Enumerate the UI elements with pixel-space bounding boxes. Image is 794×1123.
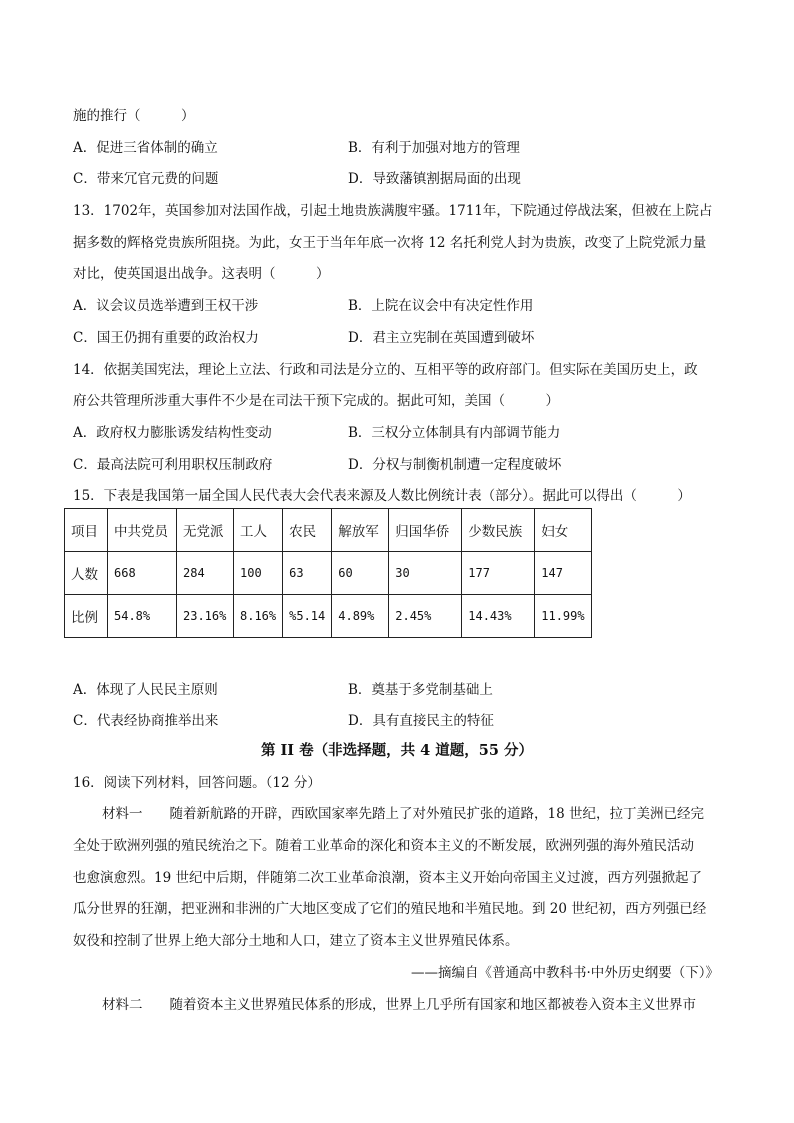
delegates-table: [64, 508, 592, 638]
q13-option-d: D．君主立宪制在英国遭到破坏: [348, 330, 535, 346]
table-row: [65, 595, 592, 638]
q12-option-a: A．促进三省体制的确立: [73, 140, 218, 156]
q14-stem-line: 14．依据美国宪法，理论上立法、行政和司法是分立的、互相平等的政府部门。但实际在美国历史上，政: [73, 362, 698, 378]
q14-option-b: B．三权分立体制具有内部调节能力: [348, 425, 561, 441]
table-cell: 54.8%: [108, 595, 177, 638]
q14-option-d: D．分权与制衡机制遭一定程度破坏: [348, 457, 562, 473]
q15-option-d: D．具有直接民主的特征: [348, 713, 494, 729]
q14-option-c: C．最高法院可利用职权压制政府: [73, 457, 273, 473]
table-cell: 100: [234, 552, 283, 595]
q12-option-c: C．带来冗官元费的问题: [73, 171, 219, 187]
table-header-cell: 妇女: [535, 509, 592, 552]
material-one-line: 也愈演愈烈。19 世纪中后期，伴随第二次工业革命浪潮，资本主义开始向帝国主义过渡，西方列强掀起了: [73, 870, 702, 886]
material-one-line: 奴役和控制了世界上绝大部分土地和人口，建立了资本主义世界殖民体系。: [73, 933, 519, 949]
q13-option-a: A．议会议员选举遭到王权干涉: [73, 298, 259, 314]
table-cell: 668: [108, 552, 177, 595]
q14-stem-line: 府公共管理所涉重大事件不少是在司法干预下完成的。据此可知，美国（ ）: [73, 393, 559, 409]
q13-stem-line: 对比，使英国退出战争。这表明（ ）: [73, 266, 330, 282]
q13-option-c: C．国王仍拥有重要的政治权力: [73, 330, 259, 346]
material-one-line: 全处于欧洲列强的殖民统治之下。随着工业革命的深化和资本主义的不断发展，欧洲列强的海外殖民活动: [73, 838, 694, 854]
q15-option-b: B．奠基于多党制基础上: [348, 682, 493, 698]
table-header-cell: 中共党员: [108, 509, 177, 552]
table-cell: 14.43%: [462, 595, 535, 638]
table-header-row: [65, 509, 592, 552]
table-header-cell: 解放军: [332, 509, 389, 552]
table-cell: 11.99%: [535, 595, 592, 638]
table-cell: 177: [462, 552, 535, 595]
table-row: [65, 552, 592, 595]
material-one-source: ——摘编自《普通高中教科书·中外历史纲要（下）》: [410, 965, 719, 981]
q15-option-c: C．代表经协商推举出来: [73, 713, 219, 729]
q13-stem-line: 据多数的辉格党贵族所阻挠。为此，女王于当年年底一次将 12 名托利党人封为贵族，改变了上院党派力量: [73, 235, 707, 251]
table-cell: 2.45%: [389, 595, 462, 638]
q12-stem-tail: 施的推行（ ）: [73, 108, 195, 124]
table-header-cell: 无党派: [177, 509, 234, 552]
material-one-line: 材料一 随着新航路的开辟，西欧国家率先踏上了对外殖民扩张的道路，18 世纪，拉丁美洲已经完: [102, 806, 704, 822]
q16-stem: 16．阅读下列材料，回答问题。（12 分）: [73, 775, 321, 791]
q15-option-a: A．体现了人民民主原则: [73, 682, 218, 698]
q13-stem-line: 13．1702年，英国参加对法国作战，引起土地贵族满腹牢骚。1711年，下院通过停战法案，但被在上院占: [73, 203, 713, 219]
q13-option-b: B．上院在议会中有决定性作用: [348, 298, 534, 314]
q15-stem: 15．下表是我国第一届全国人民代表大会代表来源及人数比例统计表（部分）。据此可以得出（ ）: [73, 488, 691, 504]
table-cell: 30: [389, 552, 462, 595]
table-cell: %5.14: [283, 595, 332, 638]
table-header-cell: 项目: [65, 509, 108, 552]
table-cell: 147: [535, 552, 592, 595]
section-title: 第 II 卷（非选择题，共 4 道题，55 分）: [260, 742, 534, 759]
table-header-cell: 少数民族: [462, 509, 535, 552]
q12-option-b: B．有利于加强对地方的管理: [348, 140, 520, 156]
table-cell: 4.89%: [332, 595, 389, 638]
material-two-line: 材料二 随着资本主义世界殖民体系的形成，世界上几乎所有国家和地区都被卷入资本主义世界市: [102, 997, 696, 1013]
table-cell: 比例: [65, 595, 108, 638]
table-header-cell: 工人: [234, 509, 283, 552]
table-header-cell: 农民: [283, 509, 332, 552]
table-cell: 60: [332, 552, 389, 595]
table-cell: 23.16%: [177, 595, 234, 638]
q12-option-d: D．导致藩镇割据局面的出现: [348, 171, 521, 187]
table-cell: 8.16%: [234, 595, 283, 638]
material-one-line: 瓜分世界的狂潮，把亚洲和非洲的广大地区变成了它们的殖民地和半殖民地。到 20 世纪初，西方列强已经: [73, 901, 707, 917]
table-cell: 63: [283, 552, 332, 595]
q14-option-a: A．政府权力膨胀诱发结构性变动: [73, 425, 272, 441]
table-cell: 人数: [65, 552, 108, 595]
table-cell: 284: [177, 552, 234, 595]
table-header-cell: 归国华侨: [389, 509, 462, 552]
